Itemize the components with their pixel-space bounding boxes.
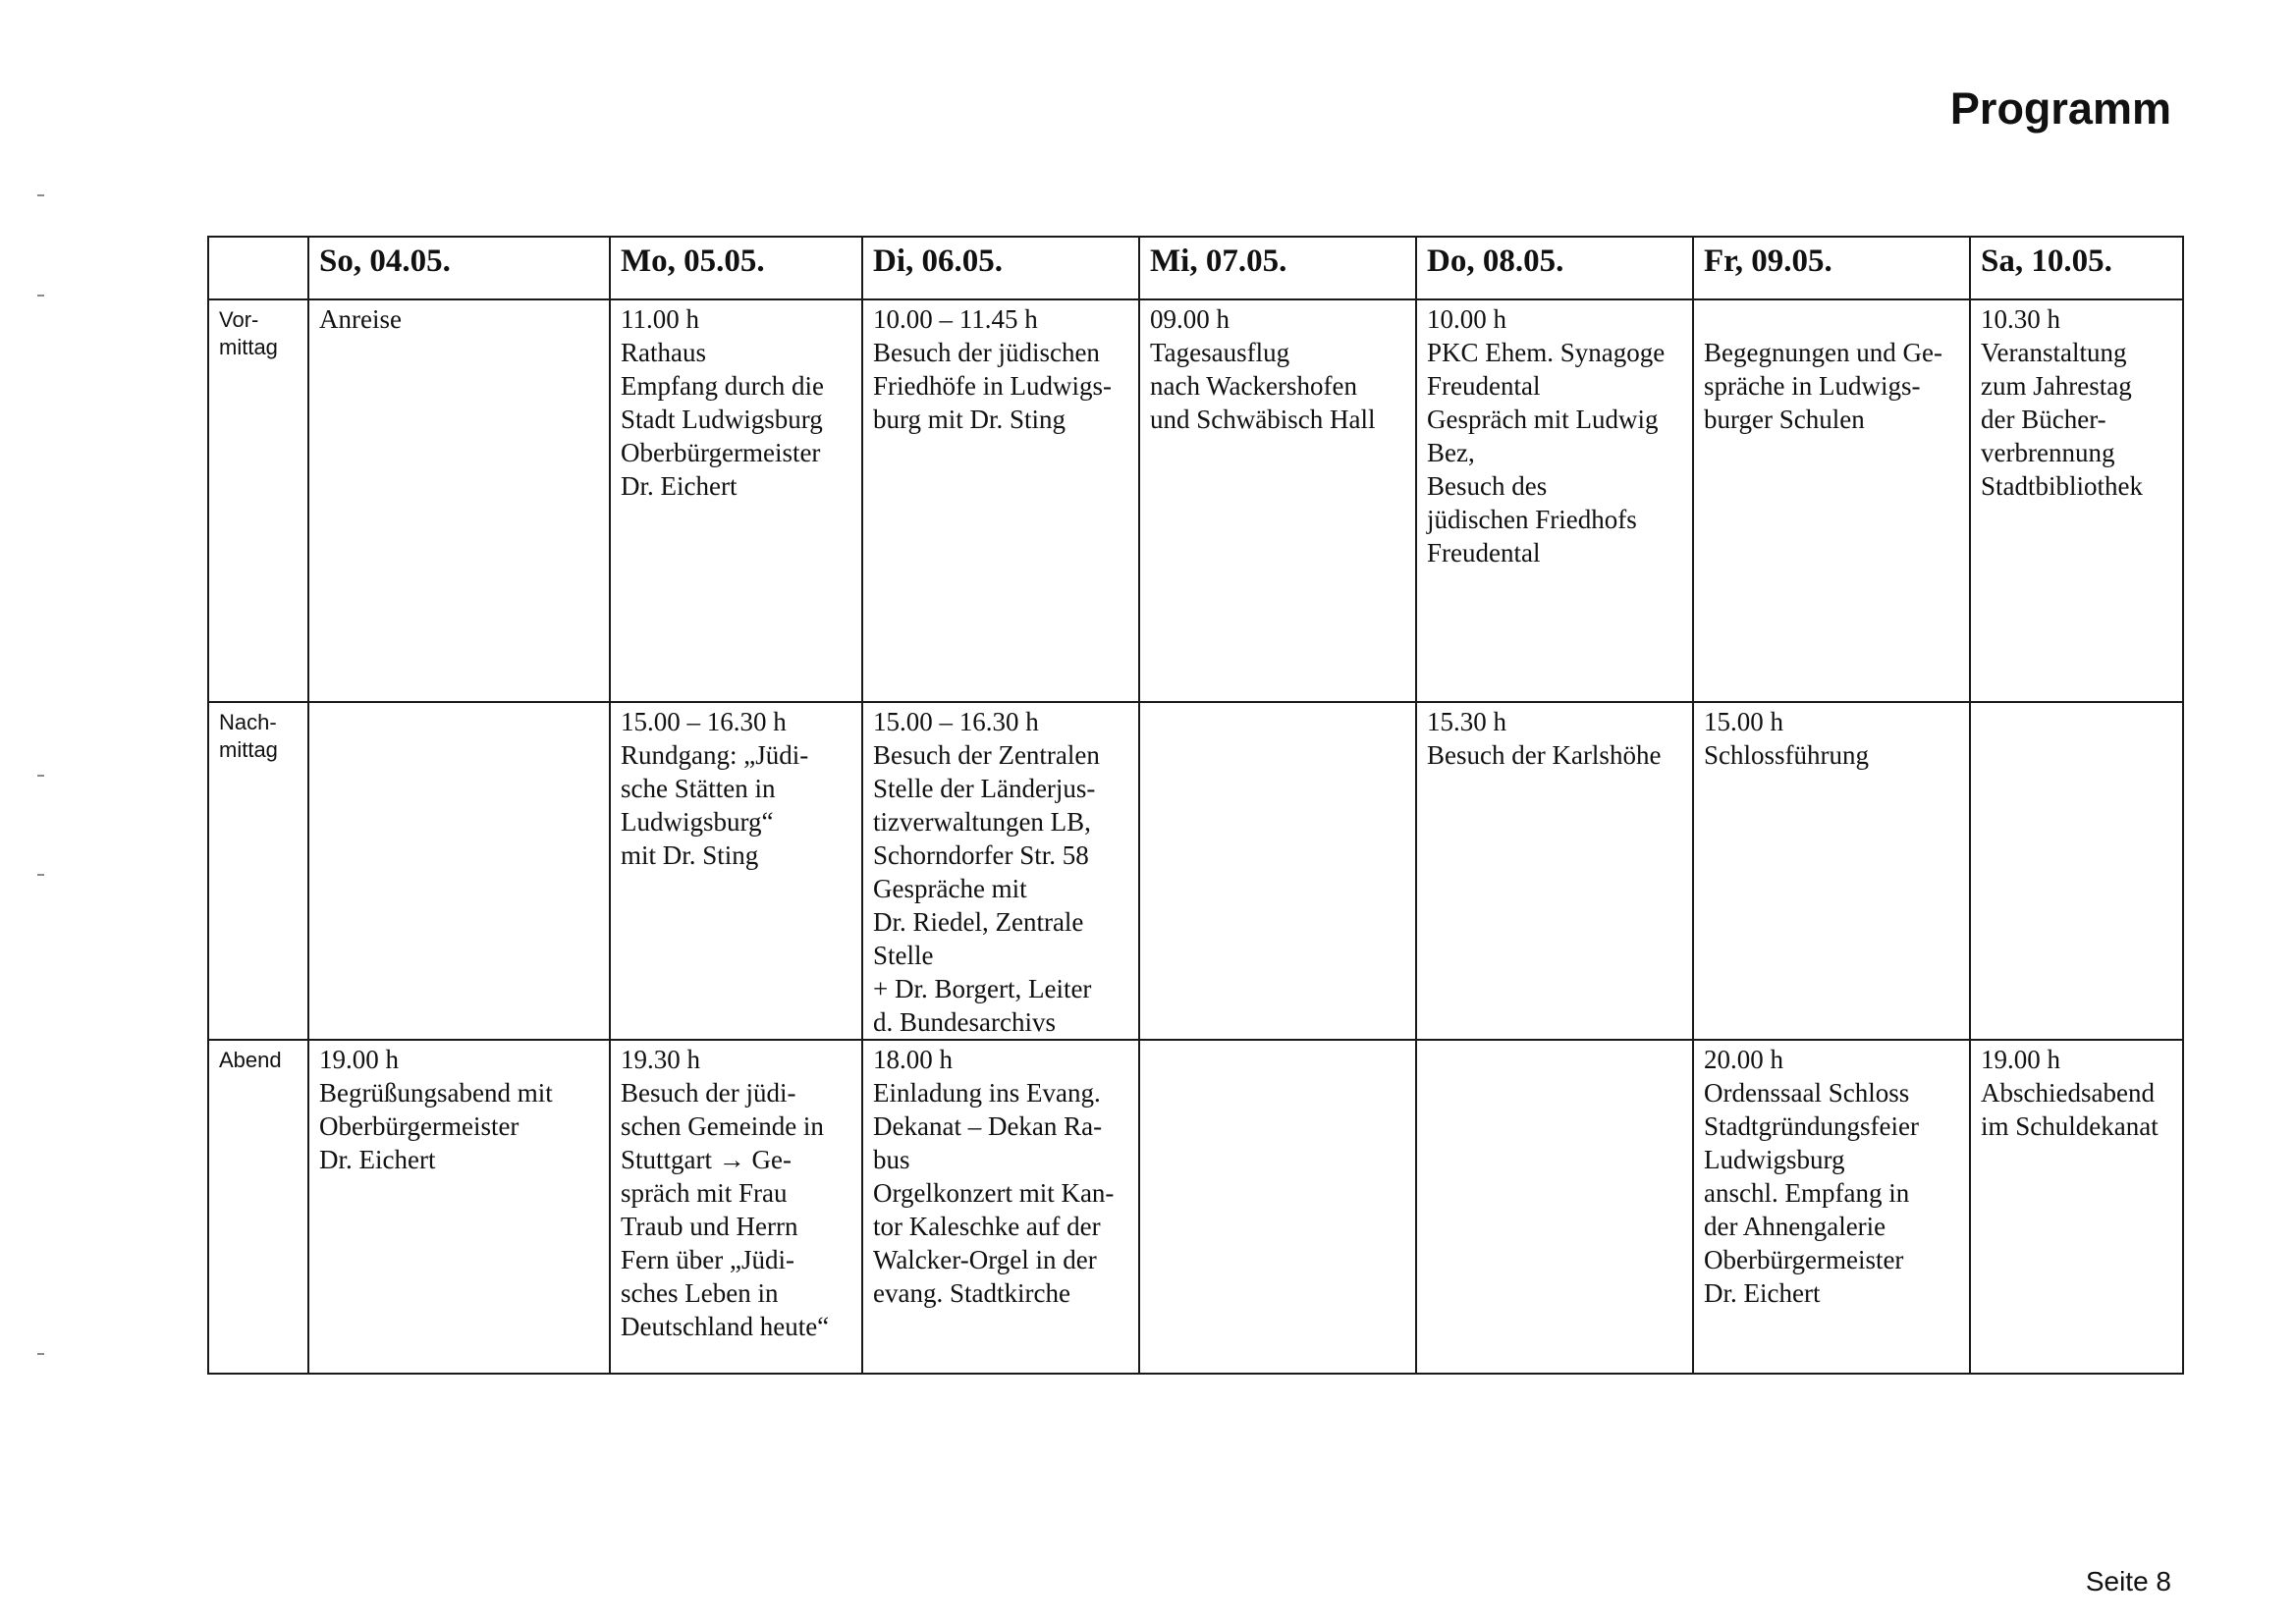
row-label: Abend (208, 1040, 308, 1374)
table-cell: 19.00 h Begrüßungsabend mit Oberbürgermeister Dr. Eichert (308, 1040, 610, 1374)
margin-mark (37, 775, 44, 777)
table-cell (1416, 1040, 1693, 1374)
table-cell: 11.00 h Rathaus Empfang durch die Stadt Ludwigsburg Oberbürgermeister Dr. Eichert (610, 299, 862, 702)
table-cell (308, 702, 610, 1040)
day-header: Do, 08.05. (1416, 237, 1693, 299)
table-cell: 15.00 h Schlossführung (1693, 702, 1970, 1040)
day-header: Di, 06.05. (862, 237, 1139, 299)
page-title: Programm (1949, 83, 2171, 134)
day-header: Mi, 07.05. (1139, 237, 1416, 299)
corner-cell (208, 237, 308, 299)
schedule-table (207, 236, 2184, 1375)
table-cell: 19.00 h Abschiedsabend im Schuldekanat (1970, 1040, 2183, 1374)
table-row (208, 702, 2183, 1040)
table-cell: 19.30 h Besuch der jüdi- schen Gemeinde in Stuttgart → Ge- spräch mit Frau Traub und Herrn Fern über „Jüdi- sches Leben in Deutschland heute“ (610, 1040, 862, 1374)
day-header: Fr, 09.05. (1693, 237, 1970, 299)
table-row (208, 299, 2183, 702)
table-cell (1139, 1040, 1416, 1374)
margin-mark (37, 874, 44, 876)
table-cell (1139, 702, 1416, 1040)
table-cell: 10.00 – 11.45 h Besuch der jüdischen Friedhöfe in Ludwigs- burg mit Dr. Sting (862, 299, 1139, 702)
table-cell: Begegnungen und Ge- spräche in Ludwigs- burger Schulen (1693, 299, 1970, 702)
day-header: Sa, 10.05. (1970, 237, 2183, 299)
page-number: Seite 8 (2085, 1566, 2171, 1596)
margin-mark (37, 194, 44, 196)
table-cell: 10.00 h PKC Ehem. Synagoge Freudental Gespräch mit Ludwig Bez, Besuch des jüdischen Friedhofs Freudental (1416, 299, 1693, 702)
table-cell: 15.00 – 16.30 h Besuch der Zentralen Stelle der Länderjus- tizverwaltungen LB, Schorndorfer Str. 58 Gespräche mit Dr. Riedel, Zentrale Stelle + Dr. Borgert, Leiter d. Bundesarchivs (862, 702, 1139, 1040)
table-cell: 15.00 – 16.30 h Rundgang: „Jüdi- sche Stätten in Ludwigsburg“ mit Dr. Sting (610, 702, 862, 1040)
table-cell (1970, 702, 2183, 1040)
table-row (208, 1040, 2183, 1374)
row-label: Vor- mittag (208, 299, 308, 702)
row-label: Nach- mittag (208, 702, 308, 1040)
header-row (208, 237, 2183, 299)
table-cell: 15.30 h Besuch der Karlshöhe (1416, 702, 1693, 1040)
table-cell: 09.00 h Tagesausflug nach Wackershofen und Schwäbisch Hall (1139, 299, 1416, 702)
day-header: Mo, 05.05. (610, 237, 862, 299)
margin-mark (37, 295, 44, 297)
table-cell: 20.00 h Ordenssaal Schloss Stadtgründungsfeier Ludwigsburg anschl. Empfang in der Ahnengalerie Oberbürgermeister Dr. Eichert (1693, 1040, 1970, 1374)
table-cell: 18.00 h Einladung ins Evang. Dekanat – Dekan Ra- bus Orgelkonzert mit Kan- tor Kaleschke auf der Walcker-Orgel in der evang. Stadtkirche (862, 1040, 1139, 1374)
margin-mark (37, 1353, 44, 1355)
table-cell: 10.30 h Veranstaltung zum Jahrestag der Bücher- verbrennung Stadtbibliothek (1970, 299, 2183, 702)
table-cell: Anreise (308, 299, 610, 702)
day-header: So, 04.05. (308, 237, 610, 299)
